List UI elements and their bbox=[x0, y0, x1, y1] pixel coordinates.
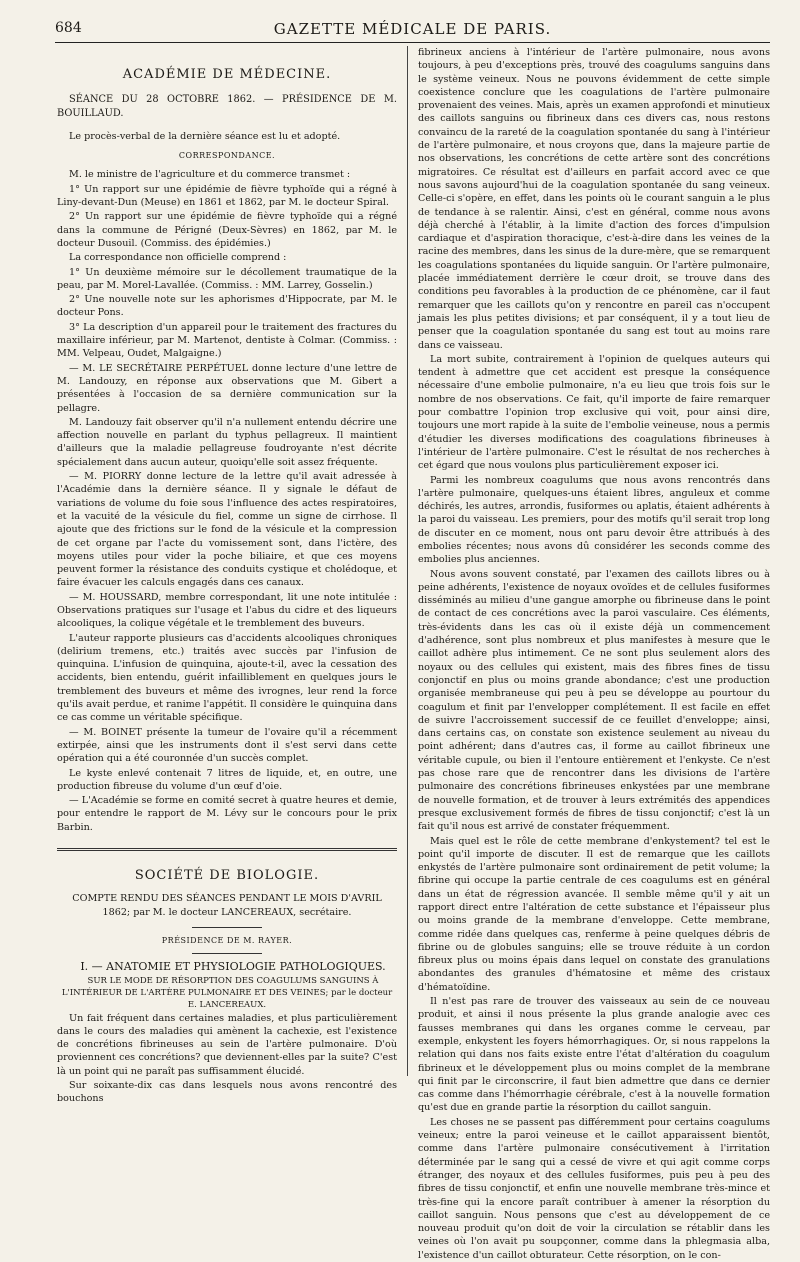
correspondance-title: CORRESPONDANCE. bbox=[178, 151, 276, 161]
right-para: Mais quel est le rôle de cette membrane d'enkystement? tel est le point qu'il importe de discuter. Il est de remarque que les caillots enkystés de l'artère pulmonaire sont ordinairement de petit volume; la fibrine qui occupe la partie centrale de ces coagulums est en général dans un état de régression avancée. Il semble même qu'il y ait un rapport direct entre l'altération de cette substance et l'épaisseur plus ou moins grande de la membrane d'enveloppe. Cette membrane, comme ridée dans quelques cas, renferme à peine quelques débris de fibrine ou de globules sanguins; elle se trouve réduite à un cordon fibreux plus ou moins épais dans lequel on constate des granulations abondantes des granules d'hématosine et même des cristaux d'hématoïdine. bbox=[418, 835, 770, 993]
left-para: M. le ministre de l'agriculture et du commerce transmet : bbox=[69, 169, 351, 181]
proces-verbal: Le procès-verbal de la dernière séance est lu et adopté. bbox=[69, 130, 341, 142]
right-para: Il n'est pas rare de trouver des vaisseaux au sein de ce nouveau produit, et ainsi il nous présente la plus grande analogie avec ces fausses membranes qui dans les organes comme le cerveau, par exemple, enkystent les foyers hémorrhagiques. Or, si nous rappelons la relation qui dans nos faits existe entre l'état d'altération du coagulum fibrineux et le développement plus ou moins complet de la membrane qui finit par le circonscrire, il faut bien admettre que dans ce dernier cas comme dans l'hémorrhagie cérébrale, c'est à la nouvelle formation qu'est due en grande partie la résorption du caillot sanguin. bbox=[418, 996, 770, 1114]
journal-title: GAZETTE MÉDICALE DE PARIS. bbox=[273, 20, 552, 38]
header-rule bbox=[55, 42, 770, 43]
academy-title: ACADÉMIE DE MÉDECINE. bbox=[122, 67, 332, 82]
left-para: Le kyste enlevé contenait 7 litres de liquide, et, en outre, une production fibreuse du volume d'un œuf d'oie. bbox=[57, 767, 397, 792]
section-divider bbox=[57, 848, 397, 851]
left-para: 1° Un deuxième mémoire sur le décollement traumatique de la peau, par M. Morel-Lavallée. (Commiss. : MM. Larrey, Gosselin.) bbox=[57, 266, 397, 291]
left-para: — M. PIORRY donne lecture de la lettre qu'il avait adressée à l'Académie dans la dernière séance. Il y signale le défaut de variations de volume du foie sous l'influence des actes respiratoires, et la vacuité de la vésicule du fiel, comme un signe de cirrhose. Il ajoute que des frictions sur le fond de la vésicule et la compression de cet organe par l'acte du vomissement sont, dans l'ictère, des moyens utiles pour vider la poche biliaire, et que ces moyens peuvent former la résistance des conduits cystique et cholédoque, et faire évacuer les calculs engagés dans ces canaux. bbox=[57, 471, 397, 589]
right-para: fibrineux anciens à l'intérieur de l'artère pulmonaire, nous avons toujours, à peu d'exceptions près, trouvé des coagulums sanguins dans le système veineux. Nous ne pouvons évidemment de cette simple coexistence conclure que les coagulations de l'artère pulmonaire provenaient des veines. Mais, après un examen approfondi et minutieux des caillots sanguins ou fibrineux dans ces divers cas, nous restons convaincu de la rareté de la coagulation spontanée du sang à l'intérieur de l'artère pulmonaire, et nous croyons que, dans la majeure partie de nos observations, les concrétions de cette artère sont des concrétions migratoires. Ce résultat est d'ailleurs en parfait accord avec ce que nous savons aujourd'hui de la coagulation spontanée du sang veineux. Celle-ci s'opère, en effet, dans les points où le courant sanguin a le plus de tendance à se ralentir. Ainsi, c'est en général, comme nous avons déjà cherché à l'établir, à la limite d'action des forces d'impulsion cardiaque et d'aspiration thoracique, c'est-à-dire dans les veines de la racine des membres, dans les sinus de la dure-mère, que se remarquent les coagulations spontanées du liquide sanguin. Or l'artère pulmonaire, placée immédiatement derrière le cœur droit, se trouve dans des conditions peu favorables à la production de ce phénomène, car il faut remarquer que les caillots qu'on y rencontre en pareil cas n'occupent jamais les plus petites divisions; et par conséquent, il y a tout lieu de penser que la coagulation spontanée du sang est tout au moins rare dans ce vaisseau. bbox=[418, 47, 770, 351]
column-separator bbox=[407, 46, 408, 1076]
presidence: PRÉSIDENCE DE M. RAYER. bbox=[161, 935, 293, 945]
left-para: — M. BOINET présente la tumeur de l'ovaire qu'il a récemment extirpée, ainsi que les instruments dont il s'est servi dans cette opération qui a été couronnée d'un succès complet. bbox=[57, 726, 397, 765]
seance-line: SÉANCE DU 28 OCTOBRE 1862. — PRÉSIDENCE DE M. BOUILLAUD. bbox=[57, 94, 397, 119]
left-para: — L'Académie se forme en comité secret à quatre heures et demie, pour entendre le rapport de M. Lévy sur le concours pour le prix Barbin. bbox=[57, 795, 397, 833]
right-para: La mort subite, contrairement à l'opinion de quelques auteurs qui tendent à admettre que cet accident est presque la conséquence nécessaire d'une embolie pulmonaire, n'a eu lieu que trois fois sur le nombre de nos observations. Ce fait, qu'il importe de faire remarquer pour combattre l'opinion trop exclusive qui voit, pour ainsi dire, toujours une mort rapide à la suite de l'embolie veineuse, nous a permis d'étudier les diverses modifications des coagulations fibrineuses à l'intérieur de l'artère pulmonaire. C'est le résultat de nos recherches à cet égard que nous voulons plus particulièrement exposer ici. bbox=[418, 353, 770, 472]
page-header bbox=[55, 18, 770, 44]
short-rule bbox=[192, 927, 262, 928]
page-number: 684 bbox=[55, 20, 82, 36]
right-para: Nous avons souvent constaté, par l'examen des caillots libres ou à peine adhérents, l'existence de noyaux ovoïdes et de cellules fusiformes disséminés au milieu d'une gangue amorphe ou fibrineuse dans le point de contact de ces concrétions avec la paroi vasculaire. Ces éléments, très-évidents dans les cas où il existe déjà un commencement d'adhérence, sont plus nombreux et plus manifestes à mesure que le caillot adhère plus intimement. Ce ne sont plus seulement alors des noyaux ou des cellules qui existent, mais des fibres fines de tissu conjonctif en plus ou moins grande abondance; c'est une production organisée membraneuse qui peu à peu se développe au pourtour du coagulum et finit par l'envelopper complétement. Il est facile en effet de suivre l'accroissement successif de ce feuillet d'enveloppe; ainsi, dans certains cas, on constate son existence seulement au niveau du point adhérent; dans d'autres cas, il forme au caillot fibrineux une véritable cupule, ou bien il l'entoure entièrement et l'enkyste. Ce n'est pas chose rare que de rencontrer dans les divisions de l'artère pulmonaire des concrétions fibrineuses enkystées par une membrane de nouvelle formation, et de trouver à leurs extrémités des appendices presque exclusivement formés de fibres de tissu conjonctif; c'est là un fait qu'il nous est arrivé de constater fréquemment. bbox=[418, 568, 770, 833]
left-para: M. Landouzy fait observer qu'il n'a nullement entendu décrire une affection nouvelle en parlant du typhus pellagreux. Il maintient d'ailleurs que la maladie pellagreuse foudroyante n'est décrite spécialement dans aucun auteur, quoiqu'elle soit assez fréquente. bbox=[57, 416, 397, 468]
short-rule bbox=[192, 953, 262, 954]
right-para: Parmi les nombreux coagulums que nous avons rencontrés dans l'artère pulmonaire, quelques-uns étaient libres, anguleux et comme déchirés, les autres, arrondis, fusiformes ou aplatis, étaient adhérents à la paroi du vaisseau. Les premiers, pour des motifs qu'il serait trop long de discuter en ce moment, nous ont paru devoir être attribués à des embolies récentes; nous avons dû considérer les seconds comme des embolies plus anciennes. bbox=[418, 474, 770, 566]
compte-rendu: COMPTE RENDU DES SÉANCES PENDANT LE MOIS D'AVRIL 1862; par M. le docteur LANCEREAUX, secrétaire. bbox=[72, 893, 382, 918]
left-column bbox=[57, 46, 397, 1105]
left-para: L'auteur rapporte plusieurs cas d'accidents alcooliques chroniques (delirium tremens, etc.) traités avec succès par l'infusion de quinquina. L'infusion de quinquina, ajoute-t-il, avec la cessation des accidents, bien entendu, guérit infailliblement en quelques jours le tremblement des buveurs et même des ivrognes, leur rend la force qu'ils avait perdue, et ranime l'appétit. Il considère le quinquina dans ce cas comme un véritable spécifique. bbox=[57, 632, 397, 724]
left-para: 2° Une nouvelle note sur les aphorismes d'Hippocrate, par M. le docteur Pons. bbox=[57, 294, 397, 319]
right-para: Les choses ne se passent pas différemment pour certains coagulums veineux; entre la paroi veineuse et le caillot apparaissent bientôt, comme dans l'artère pulmonaire consécutivement à l'irritation déterminée par le sang qui a cessé de vivre et qui agit comme corps étranger, des noyaux et des cellules fusiformes, puis peu à peu des fibres de tissu conjonctif, et enfin une nouvelle membrane très-mince et très-fine qui la encore paraît contribuer à amener la résorption du caillot sanguin. Nous pensons que c'est au développement de ce nouveau produit qu'on doit de voir la circulation se rétablir dans les veines où l'on avait pu soupçonner, comme dans la phlegmasia alba, l'existence d'un caillot obturateur. Cette résorption, on le con- bbox=[418, 1116, 770, 1261]
article-para: Sur soixante-dix cas dans lesquels nous avons rencontré des bouchons bbox=[57, 1080, 397, 1105]
section-title: I. — ANATOMIE ET PHYSIOLOGIE PATHOLOGIQUES. bbox=[80, 960, 386, 974]
left-para: La correspondance non officielle comprend : bbox=[69, 252, 287, 264]
left-para: 1° Un rapport sur une épidémie de fièvre typhoïde qui a régné à Liny-devant-Dun (Meuse) en 1861 et 1862, par M. le docteur Spiral. bbox=[57, 183, 397, 209]
left-para: — M. HOUSSARD, membre correspondant, lit une note intitulée : Observations pratiques sur l'usage et l'abus du cidre et des liqueurs alcooliques, la colique végétale et le tremblement des buveurs. bbox=[57, 591, 397, 630]
left-para: 2° Un rapport sur une épidémie de fièvre typhoïde qui a régné dans la commune de Périgné (Deux-Sèvres) en 1862, par M. le docteur Dusouil. (Commiss. des épidémies.) bbox=[57, 211, 397, 249]
left-para: 3° La description d'un appareil pour le traitement des fractures du maxillaire inférieur, par M. Martenot, dentiste à Colmar. (Commiss. : MM. Velpeau, Oudet, Malgaigne.) bbox=[57, 321, 397, 360]
left-para: — M. LE SECRÉTAIRE PERPÉTUEL donne lecture d'une lettre de M. Landouzy, en réponse aux observations que M. Gibert a présentées à l'occasion de sa dernière communication sur la pellagre. bbox=[57, 362, 397, 414]
article-para: Un fait fréquent dans certaines maladies, et plus particulièrement dans le cours des maladies qui amènent la cachexie, est l'existence de concrétions fibrineuses au sein de l'artère pulmonaire. D'où proviennent ces concrétions? que deviennent-elles par la suite? C'est là un point qui ne paraît pas suffisamment élucidé. bbox=[57, 1012, 397, 1077]
societe-title: SOCIÉTÉ DE BIOLOGIE. bbox=[134, 868, 320, 884]
article-title: SUR LE MODE DE RÉSORPTION DES COAGULUMS SANGUINS À L'INTÉRIEUR DE L'ARTÈRE PULMONAIRE ET DES VEINES; par le docteur E. LANCEREAUX. bbox=[61, 975, 393, 1010]
right-column bbox=[418, 46, 770, 1261]
